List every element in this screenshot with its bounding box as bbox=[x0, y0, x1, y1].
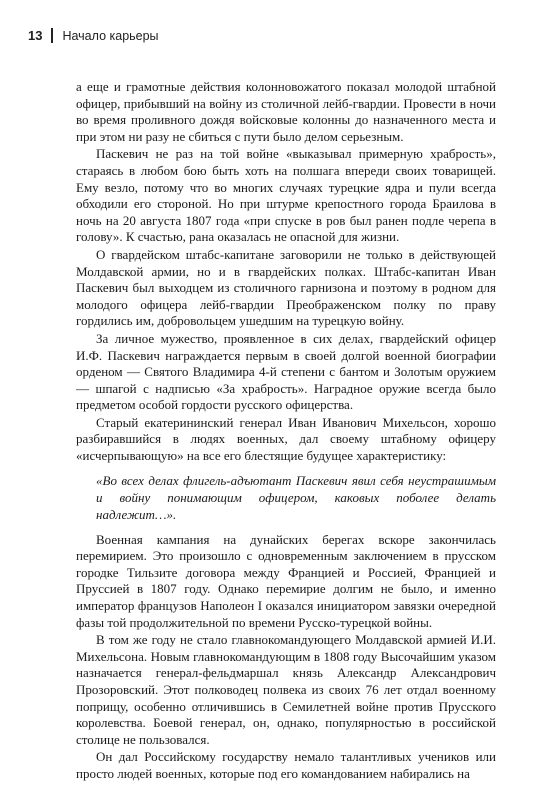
paragraph: Военная кампания на дунайских берегах вскоре закончилась перемирием. Это произошло с одновременным заключением в прусском городке Тильзите договора между Францией и Россией, Францией и Пруссией в 1807 году. Однако перемирие долгим не было, и именно император французов Наполеон I оказался инициатором завязки очередной фазы той продолжительной по времени Русско-турецкой войны. bbox=[76, 531, 496, 630]
paragraph: Старый екатерининский генерал Иван Иванович Михельсон, хорошо разбиравшийся в людях военных, дал своему штабному офицеру «исчерпывающую» на все его блестящие будущее характеристику: bbox=[76, 414, 496, 464]
page-body bbox=[76, 79, 496, 784]
section-title: Начало карьеры bbox=[62, 28, 159, 43]
header-divider bbox=[51, 28, 53, 43]
paragraph: О гвардейском штабс-капитане заговорили не только в действующей Молдавской армии, но и в гвардейских полках. Штабс-капитан Иван Паскевич был выходцем из столичного гарнизона и поэтому в родном для молодого офицера лейб-гвардии Преображенском полку по праву гордились им, добровольцем ушедшим на турецкую войну. bbox=[76, 246, 496, 329]
paragraph: За личное мужество, проявленное в сих делах, гвардейский офицер И.Ф. Паскевич награждается первым в своей долгой военной биографии орденом — Святого Владимира 4-й степени с бантом и Золотым оружием — шпагой с надписью «За храбрость». Наградное оружие всегда было предметом особой гордости русского офицерства. bbox=[76, 330, 496, 413]
paragraph: а еще и грамотные действия колонновожатого показал молодой штабной офицер, прибывший на войну из столичной лейб-гвардии. Провести в ночи во время проливного дождя войсковые колонны до назначенного места и при этом ни разу не сбиться с пути было делом серьезным. bbox=[76, 79, 496, 144]
paragraph: Паскевич не раз на той войне «выказывал примерную храбрость», стараясь в любом бою быть хоть на полшага впереди своих товарищей. Ему везло, потому что во многих случаях турецкие ядра и пули всегда обходили его стороной. Но при штурме крепостного города Браилова в ночь на 20 августа 1807 года «при спуске в ров был ранен подле черепа в голову». К счастью, рана оказалась не опасной для жизни. bbox=[76, 146, 496, 245]
paragraph: В том же году не стало главнокомандующего Молдавской армией И.И. Михельсона. Новым главнокомандующим в 1808 году Высочайшим указом назначается генерал-фельдмаршал князь Александр Александрович Прозоровский. Этот полководец полвека из своих 76 лет отдал военному поприщу, особенно отличившись в Семилетней войне против Прусского королевства. Боевой генерал, он, однако, популярностью в российской столице не пользовался. bbox=[76, 632, 496, 747]
quotation: «Во всех делах флигель-адъютант Паскевич явил себя неустрашимым и войну понимающим офицером, каковых поболее делать надлежит…». bbox=[96, 472, 496, 522]
paragraph: Он дал Российскому государству немало талантливых учеников или просто людей военных, которые под его командованием набирались на bbox=[76, 749, 496, 781]
page-header bbox=[28, 28, 159, 43]
page-number: 13 bbox=[28, 28, 43, 43]
